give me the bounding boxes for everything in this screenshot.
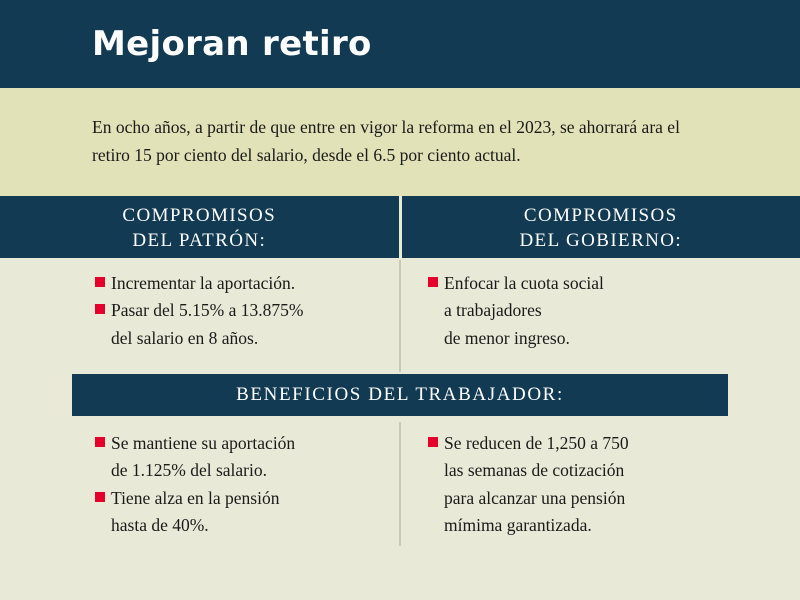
list-item-text: de 1.125% del salario. — [111, 460, 267, 481]
list-item-text: de menor ingreso. — [444, 327, 570, 348]
benefits-left-items — [0, 430, 400, 600]
list-item-text: Incrementar la aportación. — [111, 273, 296, 293]
column-rule — [399, 260, 401, 372]
bullet-spacer-icon — [428, 464, 438, 474]
list-item-text: mímima garantizada. — [444, 514, 592, 535]
benefits-header-wrap — [0, 374, 800, 416]
list-item-text: Se reducen de 1,250 a 750 — [444, 433, 629, 453]
commitments-content-band — [0, 258, 800, 374]
square-bullet-icon — [95, 492, 105, 502]
commitments-header-band — [0, 196, 800, 258]
benefits-right-items — [400, 430, 800, 600]
benefits-header: BENEFICIOS DEL TRABAJADOR: — [72, 374, 728, 416]
list-item-text: las semanas de cotización — [444, 460, 625, 481]
benefits-column-rule — [399, 422, 401, 546]
list-item — [95, 297, 376, 323]
list-item — [95, 270, 376, 296]
list-item — [428, 270, 776, 296]
header-government-line1: COMPROMISOS — [523, 204, 678, 226]
list-item-text: Tiene alza en la pensión — [111, 487, 280, 508]
benefits-content-band — [0, 416, 800, 600]
list-item-continuation — [428, 457, 778, 483]
bullet-spacer-icon — [95, 519, 105, 529]
list-item-text: hasta de 40%. — [111, 514, 209, 535]
list-item-text: Enfocar la cuota social — [444, 273, 604, 293]
list-item-continuation — [95, 457, 378, 483]
bullet-spacer-icon — [428, 519, 438, 529]
list-item-text: a trabajadores — [444, 300, 542, 321]
list-item-text: Se mantiene su aportación — [111, 433, 296, 453]
bullet-spacer-icon — [95, 332, 105, 342]
list-item-continuation — [95, 512, 378, 538]
list-item-text: para alcanzar una pensión — [444, 487, 626, 508]
list-item-continuation — [428, 485, 778, 511]
list-item-continuation — [95, 325, 376, 351]
bullet-spacer-icon — [428, 492, 438, 502]
list-item-continuation — [428, 297, 776, 323]
list-item — [95, 430, 378, 456]
header-government — [402, 196, 800, 258]
square-bullet-icon — [428, 277, 438, 287]
bullet-spacer-icon — [428, 332, 438, 342]
header-government-line2: DEL GOBIERNO: — [519, 230, 683, 251]
intro-band — [0, 88, 800, 196]
list-item — [95, 485, 378, 511]
list-item-text: del salario en 8 años. — [111, 327, 259, 348]
square-bullet-icon — [95, 437, 105, 447]
title-band — [0, 0, 800, 88]
list-item-continuation — [428, 325, 776, 351]
square-bullet-icon — [95, 304, 105, 314]
bullet-spacer-icon — [428, 304, 438, 314]
square-bullet-icon — [95, 277, 105, 287]
header-employer — [0, 196, 399, 258]
list-item-text: Pasar del 5.15% a 13.875% — [111, 300, 304, 321]
page-title: Mejoran retiro — [92, 24, 372, 64]
bullet-spacer-icon — [95, 464, 105, 474]
list-item — [428, 430, 778, 456]
header-employer-line1: COMPROMISOS — [122, 204, 277, 226]
square-bullet-icon — [428, 437, 438, 447]
government-items — [400, 258, 800, 374]
employer-items — [0, 258, 400, 374]
list-item-continuation — [428, 512, 778, 538]
header-employer-line2: DEL PATRÓN: — [132, 230, 267, 251]
intro-text: En ocho años, a partir de que entre en vigor la reforma en el 2023, se ahorrará ara el retiro 15 por ciento del salario, desde el 6.5 por ciento actual. — [92, 117, 680, 165]
